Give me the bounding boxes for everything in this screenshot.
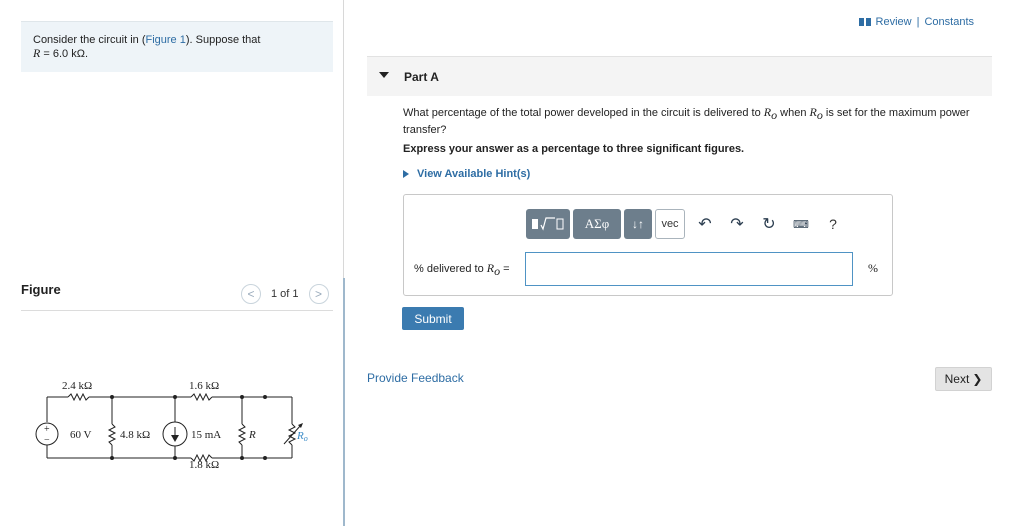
label-plus: +: [44, 424, 50, 435]
label-source-i: 15 mA: [191, 429, 222, 441]
help-icon[interactable]: ?: [829, 216, 837, 232]
label-r4: 1.8 kΩ: [189, 459, 220, 471]
label-r2: 1.6 kΩ: [189, 380, 220, 392]
right-panel: [345, 0, 1024, 526]
next-button[interactable]: [935, 367, 992, 391]
problem-text-before: Consider the circuit in (: [33, 34, 146, 46]
chevron-right-icon: ❯: [972, 372, 983, 386]
question-text: [403, 105, 973, 137]
undo-icon[interactable]: ↶: [698, 216, 712, 233]
svg-text:Ro: [296, 430, 308, 443]
label-r3: 4.8 kΩ: [120, 429, 151, 441]
sub-superscript-button[interactable]: ↓↑: [624, 209, 652, 239]
answer-unit: %: [868, 261, 878, 275]
prev-figure-button[interactable]: <: [241, 284, 261, 304]
problem-value: = 6.0 kΩ.: [40, 48, 89, 60]
expand-triangle-icon: [403, 170, 409, 178]
left-panel: [0, 0, 344, 526]
label-r-load-sub: o: [303, 434, 308, 443]
review-link[interactable]: Review: [875, 16, 912, 28]
answer-label-suffix: =: [500, 263, 510, 275]
figure-link[interactable]: Figure 1: [145, 34, 186, 46]
header-separator: |: [916, 16, 920, 28]
reset-icon[interactable]: ↻: [762, 216, 776, 233]
label-source-v: 60 V: [70, 429, 92, 441]
figure-pager: [241, 284, 329, 304]
hints-label[interactable]: View Available Hint(s): [417, 168, 531, 180]
submit-button[interactable]: Submit: [402, 307, 464, 330]
math-toolbar: [526, 209, 848, 239]
label-r-var: R: [249, 429, 256, 441]
answer-input[interactable]: [525, 252, 853, 286]
question-part-1: What percentage of the total power developed in the circuit is delivered to: [403, 107, 764, 119]
answer-label-sub: o: [494, 264, 501, 279]
question-sub: o: [771, 108, 778, 123]
question-part-2: when: [777, 107, 810, 119]
vector-button[interactable]: vec: [655, 209, 685, 239]
label-minus: −: [44, 435, 50, 446]
question-var: R: [763, 105, 772, 119]
answer-box: [403, 194, 893, 296]
constants-link[interactable]: Constants: [924, 16, 974, 28]
provide-feedback-link[interactable]: Provide Feedback: [367, 371, 464, 385]
circuit-diagram: [30, 372, 330, 487]
book-icon: [859, 18, 871, 26]
figure-divider: [21, 310, 333, 311]
problem-text-after: ). Suppose that: [185, 34, 261, 46]
greek-symbols-button[interactable]: ΑΣφ: [573, 209, 621, 239]
answer-label: [414, 261, 510, 279]
part-a-header[interactable]: [367, 57, 992, 96]
keyboard-icon[interactable]: ⌨: [793, 218, 809, 231]
answer-label-var: R: [486, 261, 495, 275]
label-r-load: R: [297, 430, 304, 442]
view-hints-link[interactable]: [403, 168, 530, 180]
answer-label-prefix: % delivered to: [414, 263, 487, 275]
figure-page-count: 1 of 1: [271, 288, 299, 300]
next-label: Next: [944, 372, 970, 386]
review-constants: [859, 16, 974, 28]
answer-instruction: Express your answer as a percentage to three significant figures.: [403, 143, 745, 155]
next-figure-button[interactable]: >: [309, 284, 329, 304]
question-part-3: is set for the maximum power transfer?: [403, 107, 970, 137]
label-r1: 2.4 kΩ: [62, 380, 93, 392]
fraction-sqrt-button[interactable]: [526, 209, 570, 239]
problem-variable: R: [33, 46, 41, 60]
question-sub-2: o: [816, 108, 823, 123]
figure-heading: Figure: [21, 282, 61, 297]
redo-icon[interactable]: ↷: [730, 216, 744, 233]
question-var-2: R: [809, 105, 817, 119]
collapse-triangle-icon[interactable]: [379, 72, 389, 78]
part-title: Part A: [404, 70, 439, 84]
problem-statement: [21, 21, 333, 72]
fraction-sqrt-icon: [531, 215, 565, 233]
